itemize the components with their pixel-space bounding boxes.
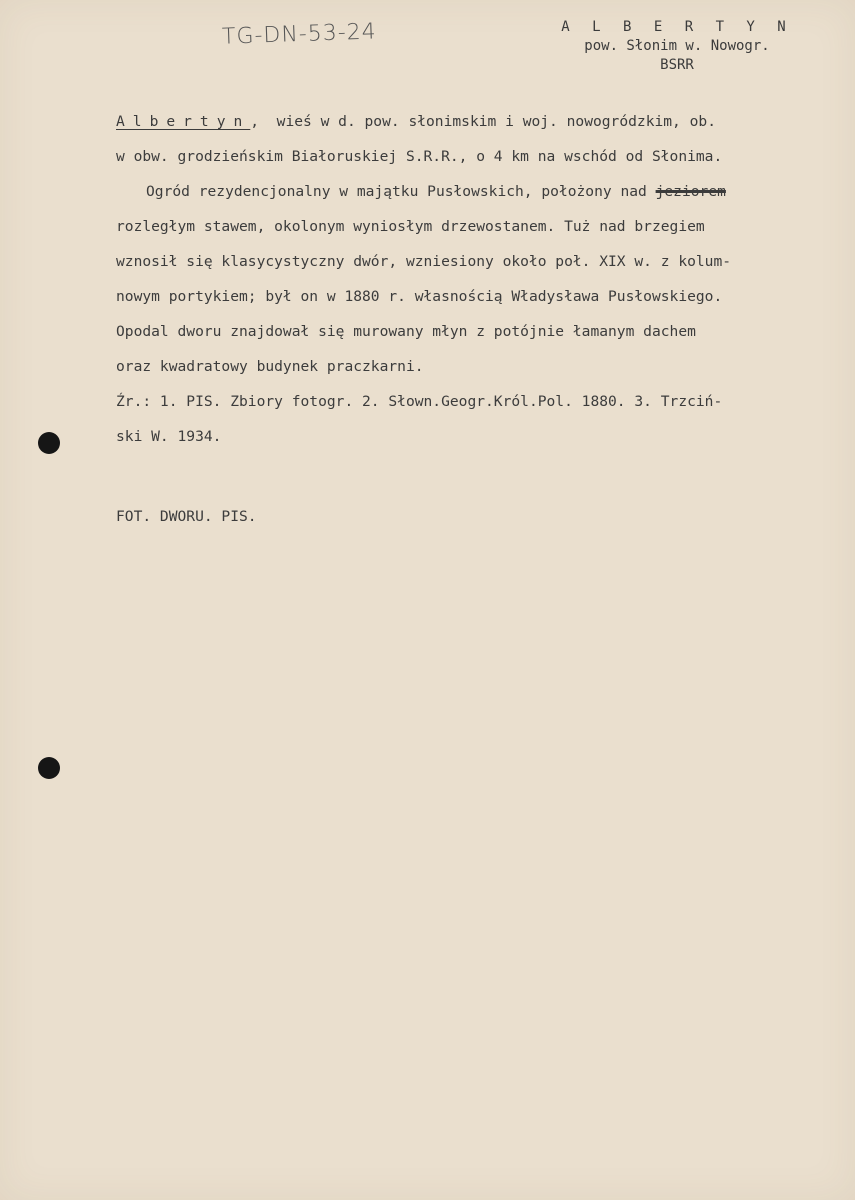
punch-hole-bottom xyxy=(38,757,60,779)
body-line-5: wznosił się klasycystyczny dwór, wzniesiony około poł. XIX w. z kolum- xyxy=(116,253,732,270)
document-body xyxy=(116,104,846,454)
body-line-1: Albertyn, wieś w d. pow. słonimskim i woj. nowogródzkim, ob. xyxy=(116,113,716,130)
body-line-8: oraz kwadratowy budynek praczkarni. xyxy=(116,358,424,375)
struck-word: jeziorem xyxy=(655,183,726,200)
body-line-6: nowym portykiem; był on w 1880 r. własnością Władysława Pusłowskiego. xyxy=(116,288,723,305)
header-region: BSRR xyxy=(660,57,694,73)
photo-note: FOT. DWORU. PIS. xyxy=(116,508,257,525)
body-line-2: w obw. grodzieńskim Białoruskiej S.R.R., o 4 km na wschód od Słonima. xyxy=(116,148,723,165)
sources-line-1: Źr.: 1. PIS. Zbiory fotogr. 2. Słown.Geogr.Król.Pol. 1880. 3. Trzciń- xyxy=(116,393,723,410)
sources-line-2: ski W. 1934. xyxy=(116,428,222,445)
punch-hole-top xyxy=(38,432,60,454)
body-line-7: Opodal dworu znajdował się murowany młyn z potójnie łamanym dachem xyxy=(116,323,696,340)
body-line-4: rozległym stawem, okolonym wyniosłym drzewostanem. Tuż nad brzegiem xyxy=(116,218,705,235)
handwritten-reference: TG-DN-53-24 xyxy=(221,19,378,50)
header-location: pow. Słonim w. Nowogr. xyxy=(584,38,770,54)
entry-name: Albertyn xyxy=(116,113,251,130)
body-line-3: Ogród rezydencjonalny w majątku Pusłowskich, położony nad jeziorem xyxy=(146,183,726,200)
header-block xyxy=(547,18,807,75)
typewriter-correction: i xyxy=(505,113,514,130)
header-title: A L B E R T Y N xyxy=(561,19,793,35)
